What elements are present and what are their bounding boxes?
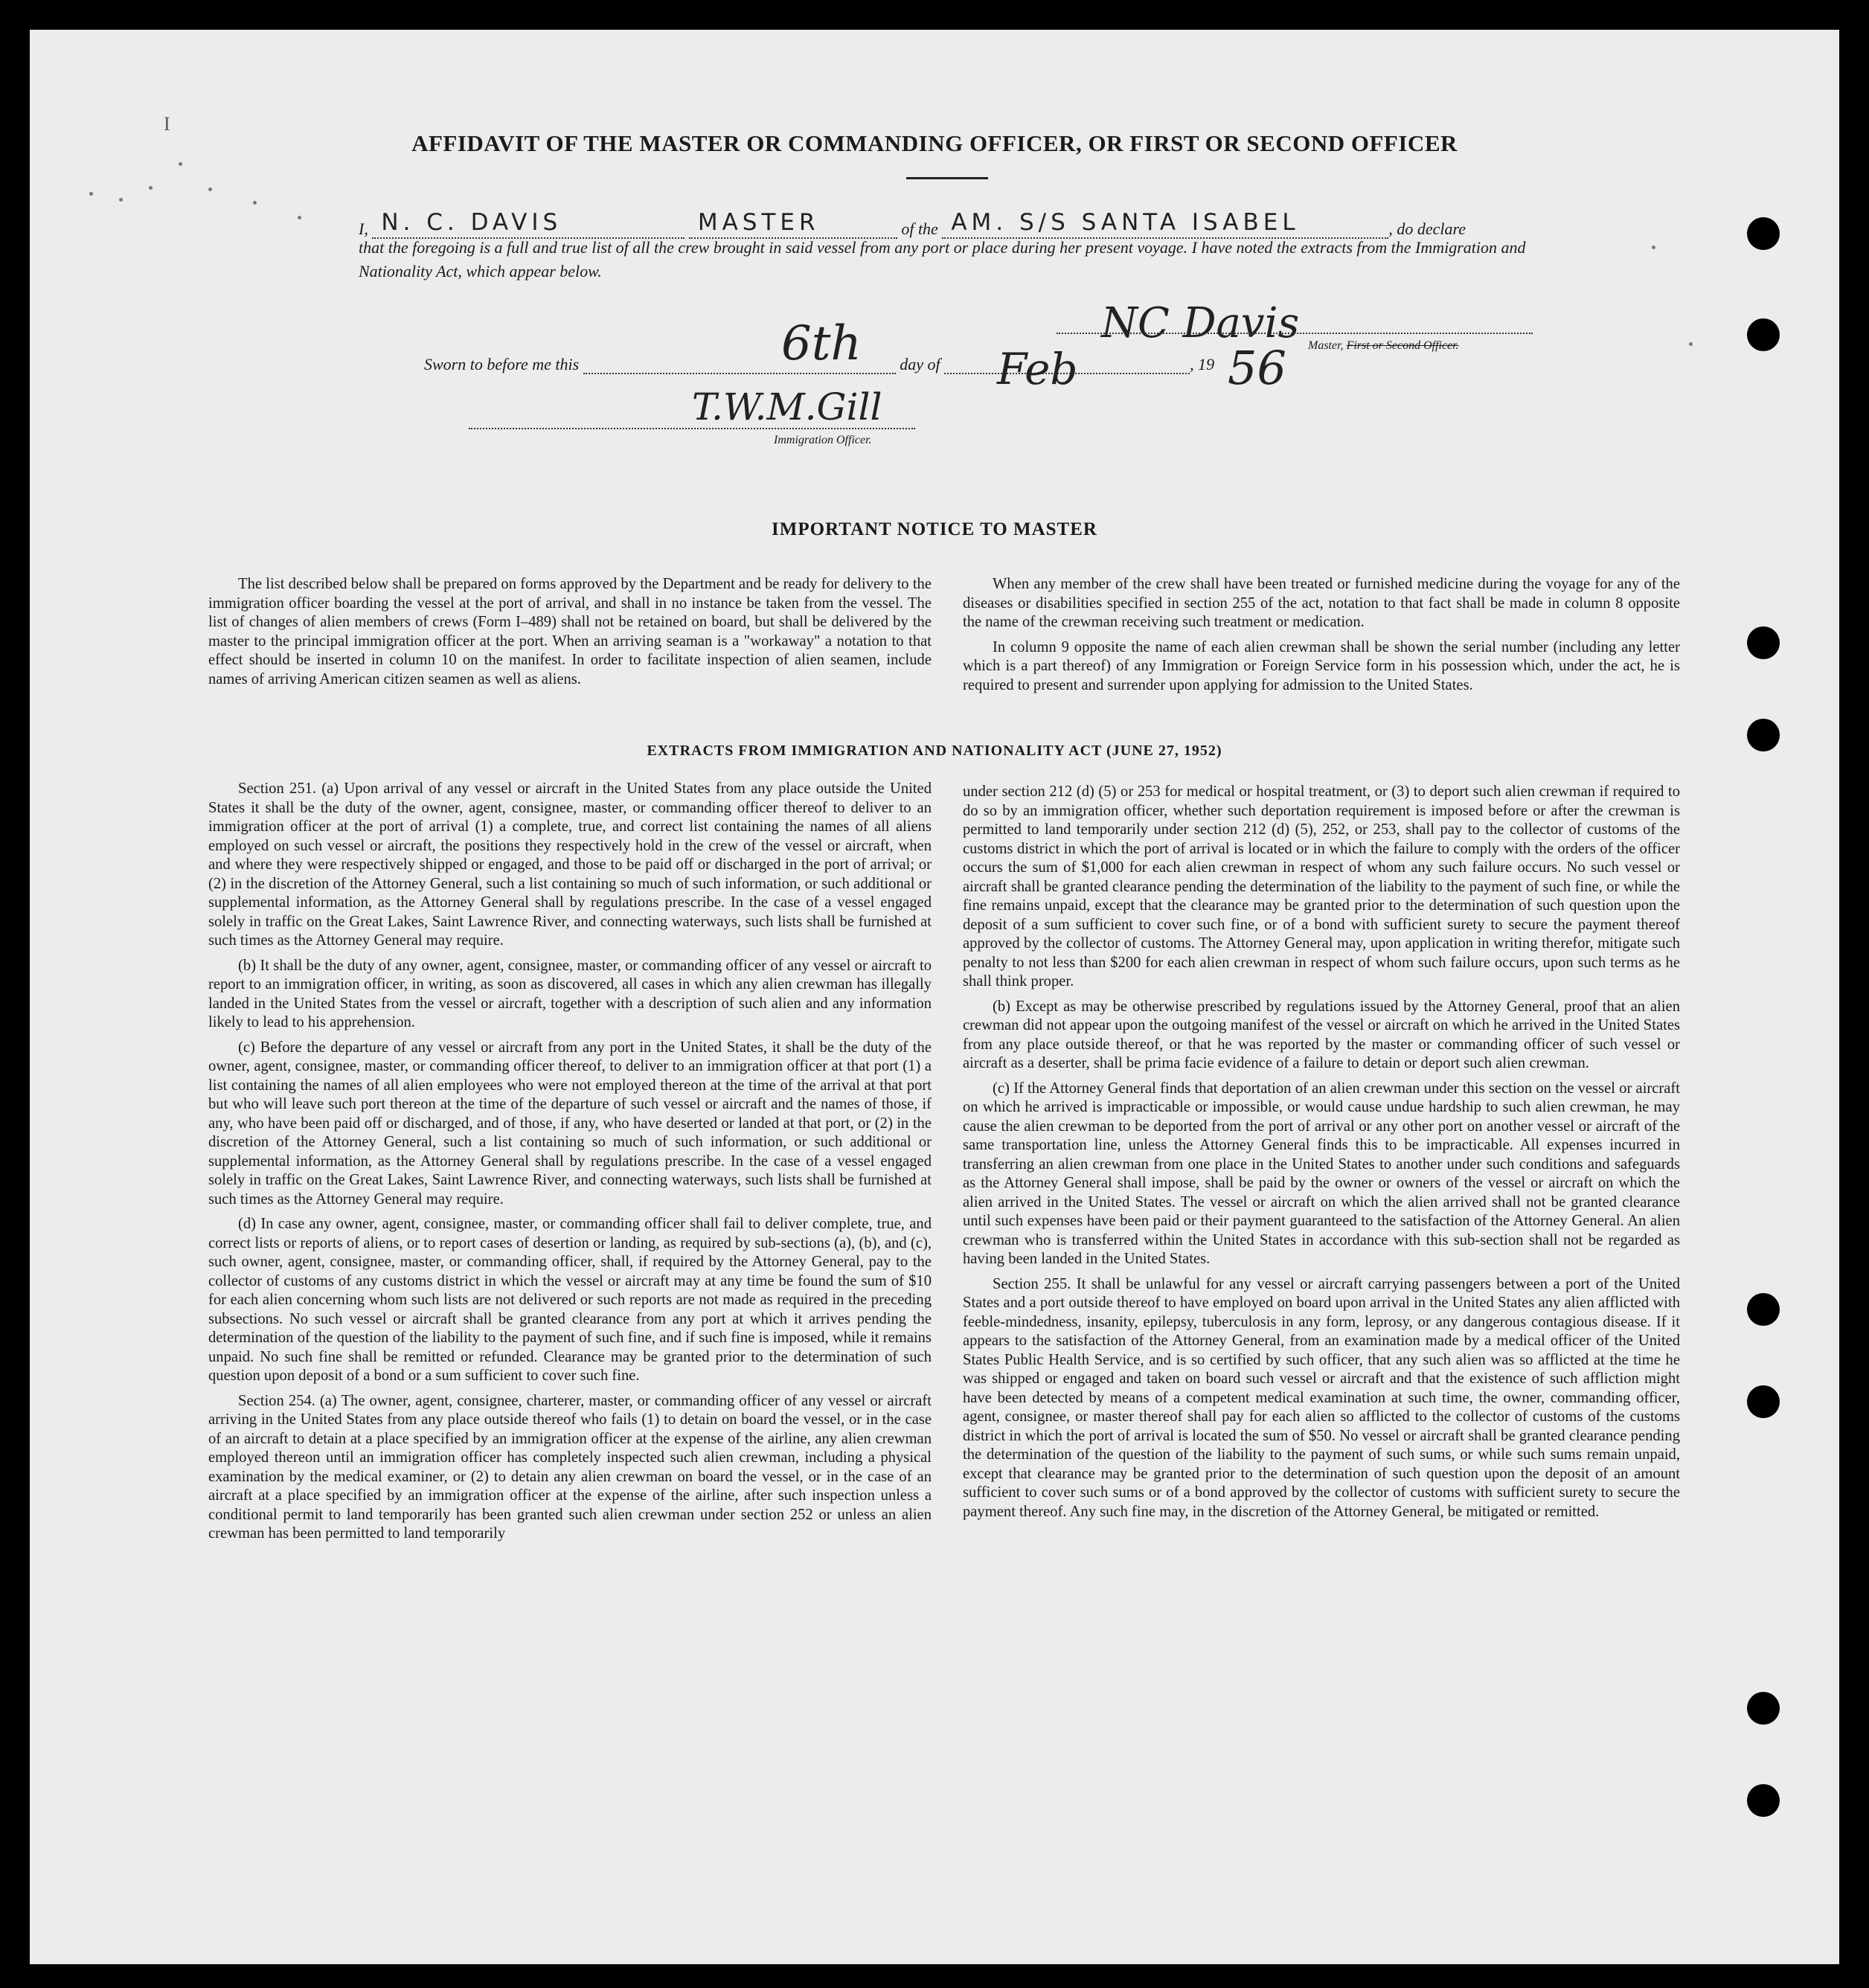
notice-paragraph: In column 9 opposite the name of each alien crewman shall be shown the serial number (including any letter which is a part thereof) of any Immigration or Foreign Service form in his possession which, under the act, he is required to present and surrender upon applying for admission to the United States. (963, 638, 1680, 693)
extracts-right-column (963, 783, 1680, 1522)
scan-speck (89, 192, 93, 196)
master-name-handwritten: N. C. DAVIS (381, 209, 562, 236)
document-page (30, 30, 1839, 1964)
declaration-line (359, 209, 1579, 239)
punch-hole (1747, 1293, 1780, 1326)
section-251b-paragraph: (b) It shall be the duty of any owner, agent, consignee, master, or commanding officer of any vessel or aircraft to report to an immigration officer, in writing, as soon as discovered, all cases in which any alien crewman has illegally landed in the United States from the vessel or aircraft, together with a description of such alien and any information likely to lead to his apprehension. (208, 957, 932, 1030)
extracts-heading: EXTRACTS FROM IMMIGRATION AND NATIONALITY ACT (JUNE 27, 1952) (647, 743, 1222, 759)
punch-hole (1747, 1385, 1780, 1418)
master-caption-text: Master, (1308, 339, 1344, 352)
extracts-left-column (208, 780, 932, 1544)
punch-hole (1747, 318, 1780, 351)
declaration-body: that the foregoing is a full and true list of all the crew brought in said vessel from any port or place during her present voyage. I have noted the extracts from the Immigration and Nationality Act, which appear below. (359, 238, 1526, 280)
affidavit-title: AFFIDAVIT OF THE MASTER OR COMMANDING OFFICER, OR FIRST OR SECOND OFFICER (411, 130, 1458, 156)
notice-paragraph: When any member of the crew shall have been treated or furnished medicine during the voyage for any of the diseases or disabilities specified in section 255 of the act, notation to that fact shall be made in column 8 opposite the name of the crewman receiving such treatment or medication. (963, 576, 1680, 630)
scan-speck (119, 198, 123, 202)
year-handwritten: 56 (1228, 341, 1286, 395)
day-of-label: day of (900, 355, 940, 373)
officer-signature: T.W.M.Gill (692, 385, 882, 429)
punch-hole (1747, 217, 1780, 250)
section-251a-paragraph: Section 251. (a) Upon arrival of any vessel or aircraft in the United States from any place outside the United States it shall be the duty of the owner, agent, consignee, master, or commanding officer thereof to deliver to an immigration officer at the port of arrival (1) a complete, true, and correct list containing the names of all aliens employed on such vessel or aircraft, the positions they respectively hold in the crew of the vessel or aircraft, when and where they were respectively shipped or engaged, and those to be paid off or discharged in the port of arrival; or (2) in the discretion of the Attorney General, such a list containing so much of such information, or such additional or supplemental information, as the Attorney General shall by regulations prescribe. In the case of a vessel engaged solely in traffic on the Great Lakes, Saint Lawrence River, and connecting waterways, such lists shall be furnished at such times as the Attorney General may require. (208, 780, 932, 949)
section-254c-paragraph: (c) If the Attorney General finds that deportation of an alien crewman under this section on the vessel or aircraft on which he arrived is impracticable or impossible, or would cause undue hardship to such alien crewman, he may cause the alien crewman to be deported from the port of arrival or any other port on another vessel or aircraft of the same transportation line, unless the Attorney General finds this to be impracticable. All expenses incurred in transferring an alien crewman from one place in the United States to another under such conditions and safeguards as the Attorney General shall impose, shall be paid by the owner or owners of the vessel or aircraft on which the alien arrived in the United States. The vessel or aircraft on which the alien arrived shall not be granted clearance until such expenses have been paid or their payment guaranteed to the satisfaction of the Attorney General. An alien crewman who is transferred within the United States in accordance with this sub-section shall not be regarded as having been landed in the United States. (963, 1080, 1680, 1267)
of-the-label: of the (901, 219, 938, 238)
master-signature-line (1057, 333, 1533, 334)
punch-hole (1747, 626, 1780, 659)
section-255-paragraph: Section 255. It shall be unlawful for any vessel or aircraft carrying passengers between a port of the United States and a port outside thereof to have employed on board upon arrival in the United States any alien afflicted with feeble-mindedness, insanity, epilepsy, tuberculosis in any form, leprosy, or any dangerous contagious disease. If it appears to the satisfaction of the Attorney General, from an examination made by a medical officer of the United States Public Health Service, and is so certified by such officer, that any such alien was so afflicted at the time he was shipped or engaged and taken on board such vessel or aircraft and that the existence of such affliction might have been detected by means of a competent medical examination at such time, the owner, commanding officer, agent, consignee, or master thereof shall pay for each alien so afflicted to the collector of customs of the customs district in which the port of arrival is located the sum of $50. No vessel or aircraft shall be granted clearance pending the determination of the question of the liability to the payment of such sums, or while such sums remain unpaid, except that clearance may be granted prior to the determination of such question upon the deposit of an amount sufficient to cover such sums or of a bond approved by the collector of customs with sufficient surety to secure the payment thereof. Any such fine may, in the discretion of the Attorney General, be mitigated or remitted. (963, 1275, 1680, 1520)
notice-left-column (208, 575, 932, 689)
margin-mark: I (164, 113, 170, 135)
title-rule (906, 177, 988, 179)
notice-heading: IMPORTANT NOTICE TO MASTER (772, 519, 1097, 539)
master-signature-caption (1308, 339, 1459, 353)
notice-right-column (963, 575, 1680, 695)
declaration-suffix: , do declare (1388, 219, 1466, 238)
section-251d-paragraph: (d) In case any owner, agent, consignee, master, or commanding officer shall fail to deliver complete, true, and correct lists or reports of aliens, or to report cases of desertion or landing, as required by sub-sections (a), (b), and (c), such owner, agent, consignee, master, or commanding officer, shall, if required by the Attorney General, pay to the collector of customs of any customs district in which the vessel or aircraft may at any time be found the sum of $10 for each alien concerning whom such lists are not delivered or such reports are not made as required in the preceding subsections. No such vessel or aircraft shall be granted clearance from any port at which it arrives pending the determination of the question of the liability to the payment of such fine, and if such fine is imposed, while it remains unpaid. No such fine shall be remitted or refunded. Clearance may be granted prior to the determination of such question upon deposit of a bond or a sum sufficient to cover such fine. (208, 1216, 932, 1384)
declaration-prefix: I, (359, 219, 368, 238)
scan-speck (298, 216, 301, 219)
scan-speck (208, 187, 212, 191)
master-signature: NC Davis (1101, 299, 1300, 347)
officer-signature-line (469, 428, 915, 429)
scan-speck (1652, 246, 1655, 249)
scan-speck (149, 186, 153, 190)
year-prefix: , 19 (1190, 355, 1215, 373)
scan-speck (253, 201, 257, 205)
punch-hole (1747, 1692, 1780, 1725)
notice-paragraph: The list described below shall be prepared on forms approved by the Department and be ready for delivery to the immigration officer boarding the vessel at the port of arrival, and shall in no instance be taken from the vessel. The list of changes of alien members of crews (Form I–489) shall not be retained on board, but shall be delivered by the master to the principal immigration officer at the port. When an arriving seaman is a "workaway" a notation to that effect should be inserted in column 10 on the manifest. In order to facilitate inspection of alien seamen, include names of arriving American citizen seamen as well as aliens. (208, 576, 932, 687)
master-name-field (372, 209, 685, 239)
scan-speck (1689, 342, 1693, 346)
vessel-handwritten: AM. S/S SANTA ISABEL (951, 209, 1300, 236)
punch-hole (1747, 1784, 1780, 1817)
struck-caption-text: First or Second Officer. (1346, 339, 1459, 352)
section-251c-paragraph: (c) Before the departure of any vessel or aircraft from any port in the United States, it shall be the duty of the owner, agent, consignee, master, or commanding officer thereof, to deliver to an immigration officer at that port (1) a list containing the names of all alien employees who were not employed thereon at the time of the arrival at that port but who will leave such port thereon at the time of the departure of such vessel or aircraft and the names of those, if any, who have been paid off or discharged, and of those, if any, who have deserted or landed at that port, or (2) in the discretion of the Attorney General, such a list containing so much of such information, or such additional or supplemental information, as the Attorney General shall by regulations prescribe. In the case of a vessel engaged solely in traffic on the Great Lakes, Saint Lawrence River, and connecting waterways, such lists shall be furnished at such times as the Attorney General may require. (208, 1039, 932, 1208)
master-role-field (689, 209, 897, 239)
month-handwritten: Feb (997, 344, 1078, 394)
scan-speck (179, 162, 182, 166)
day-handwritten: 6th (781, 316, 862, 371)
vessel-field (942, 209, 1388, 239)
section-254a-continued: under section 212 (d) (5) or 253 for medical or hospital treatment, or (3) to deport such alien crewman if required to do so by an immigration officer, whether such deportation requirement is imposed before or after the crewman is permitted to land temporarily under section 212 (d) (5), 252, or 253, shall pay to the collector of customs of the customs district in which the port of arrival is located or in which the failure to comply with the orders of the officer occurs the sum of $1,000 for each alien crewman in respect of whom any such failure occurs. No such vessel or aircraft shall be granted clearance pending the determination of the liability to the payment of such fine, or while the fine remains unpaid, except that the clearance may be granted prior to the determination of such question upon the deposit of a sum sufficient to cover such fine, or of a bond with sufficient surety to secure the payment thereof approved by the collector of customs. The Attorney General may, upon application in writing therefor, mitigate such penalty to not less than $200 for each alien crewman in respect of whom such failure occurs, upon such terms as he shall think proper. (963, 783, 1680, 990)
sworn-prefix: Sworn to before me this (424, 355, 580, 373)
section-254b-paragraph: (b) Except as may be otherwise prescribed by regulations issued by the Attorney General, proof that an alien crewman did not appear upon the outgoing manifest of the vessel or aircraft on which he arrived in the United States from any place outside thereof, or that he was reported by the master or commanding officer of such vessel or aircraft as a deserter, shall be prima facie evidence of a failure to detain or deport such alien crewman. (963, 998, 1680, 1071)
officer-signature-caption: Immigration Officer. (774, 434, 872, 446)
master-role-handwritten: MASTER (697, 209, 820, 236)
section-254a-paragraph: Section 254. (a) The owner, agent, consignee, charterer, master, or commanding officer of any vessel or aircraft arriving in the United States from any place outside thereof who fails (1) to detain on board the vessel, or in the case of an aircraft to detain at a place specified by an immigration officer at the expense of the airline, any alien crewman employed thereon until an immigration officer has completely inspected such alien crewman, including a physical examination by the medical examiner, or (2) to detain any alien crewman on board the vessel, or in the case of an aircraft at a place specified by an immigration officer at the expense of the airline, after such inspection unless a conditional permit to land temporarily has been granted such alien crewman under section 252 or unless an alien crewman has been permitted to land temporarily (208, 1392, 932, 1542)
